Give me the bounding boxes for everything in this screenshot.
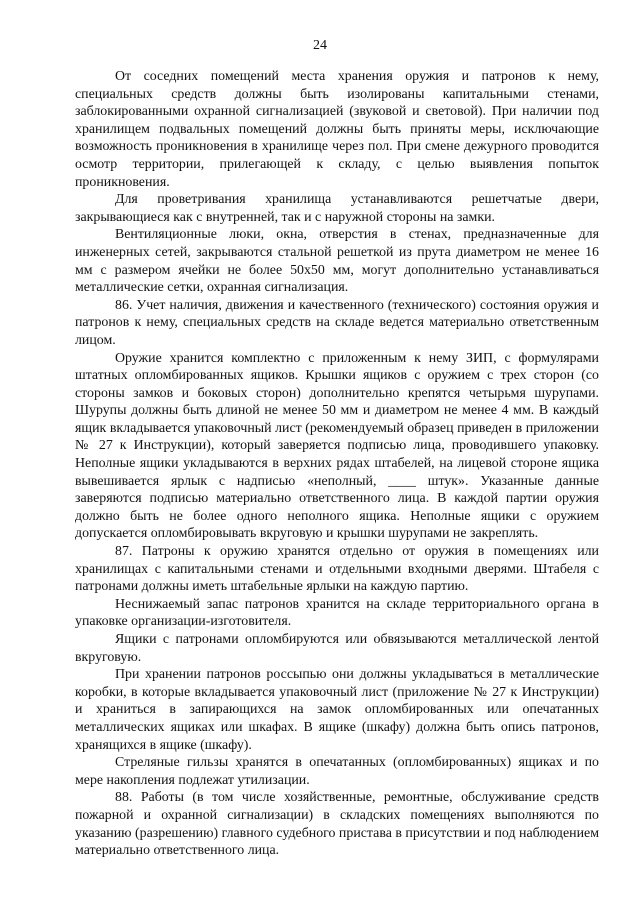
paragraph-weapon-storage: Оружие хранится комплектно с приложенным к нему ЗИП, с формулярами штатных опломбированных ящиков. Крышки ящиков с оружием с трех сторон (со стороны замков и боковых сторон) дополнительно крепятся четырьмя шурупами. Шурупы должны быть длиной не менее 50 мм и диаметром не менее 4 мм. В каждый ящик вкладывается упаковочный лист (рекомендуемый образец приведен в приложении № 27 к Инструкции), который заверяется подписью лица, проводившего упаковку. Неполные ящики укладываются в верхних рядах штабелей, на лицевой стороне ящика вывешивается ярлык с надписью «неполный, ____ штук». Указанные данные заверяются подписью материально ответственного лица. В каждой партии оружия должно быть не более одного неполного ящика. Неполные ящики с оружием допускается опломбировывать вкруговую и крышки шурупами не закреплять. — [75, 350, 599, 542]
paragraph-clause-86: 86. Учет наличия, движения и качественного (технического) состояния оружия и патронов к нему, специальных средств на складе ведется материально ответственным лицом. — [75, 297, 599, 348]
paragraph-clause-88: 88. Работы (в том числе хозяйственные, ремонтные, обслуживание средств пожарной и охранной сигнализации) в складских помещениях выполняются по указанию (разрешению) главного судебного пристава в присутствии и под наблюдением материально ответственного лица. — [75, 790, 599, 859]
paragraph-clause-87: 87. Патроны к оружию хранятся отдельно от оружия в помещениях или хранилищах с капитальными стенами и отдельными входными дверями. Штабеля с патронами должны иметь штабельные ярлыки на каждую партию. — [75, 544, 599, 595]
paragraph-spent-casings: Стреляные гильзы хранятся в опечатанных (опломбированных) ящиках и по мере накопления подлежат утилизации. — [75, 755, 599, 788]
document-body — [75, 68, 599, 860]
paragraph-reserve-stock: Неснижаемый запас патронов хранится на складе территориального органа в упаковке организации-изготовителя. — [75, 596, 599, 630]
paragraph-vent-hatches: Вентиляционные люки, окна, отверстия в стенах, предназначенные для инженерных сетей, закрываются стальной решеткой из прута диаметром не менее 16 мм с размером ячейки не более 50х50 мм, могут дополнительно устанавливаться металлические сетки, охранная сигнализация. — [75, 227, 599, 296]
paragraph-sealed-boxes: Ящики с патронами опломбируются или обвязываются металлической лентой вкруговую. — [75, 632, 599, 665]
paragraph-ventilation-doors: Для проветривания хранилища устанавливаются решетчатые двери, закрывающиеся как с внутренней, так и с наружной стороны на замки. — [75, 192, 599, 225]
page-number: 24 — [313, 38, 327, 53]
paragraph-loose-cartridges: При хранении патронов россыпью они должны укладываться в металлические коробки, в которые вкладывается упаковочный лист (приложение № 27 к Инструкции) и храниться в запирающихся на замок опломбированных или опечатанных металлических ящиках или шкафах. В ящике (шкафу) должна быть опись патронов, хранящихся в ящике (шкафу). — [75, 667, 599, 753]
paragraph-storage-isolation: От соседних помещений места хранения оружия и патронов к нему, специальных средств должны быть изолированы капитальными стенами, заблокированными охранной сигнализацией (звуковой и световой). При наличии под хранилищем подвальных помещений должны быть приняты меры, исключающие возможность проникновения в хранилище через пол. При смене дежурного проводится осмотр территории, прилегающей к складу, с целью выявления попыток проникновения. — [75, 69, 599, 190]
